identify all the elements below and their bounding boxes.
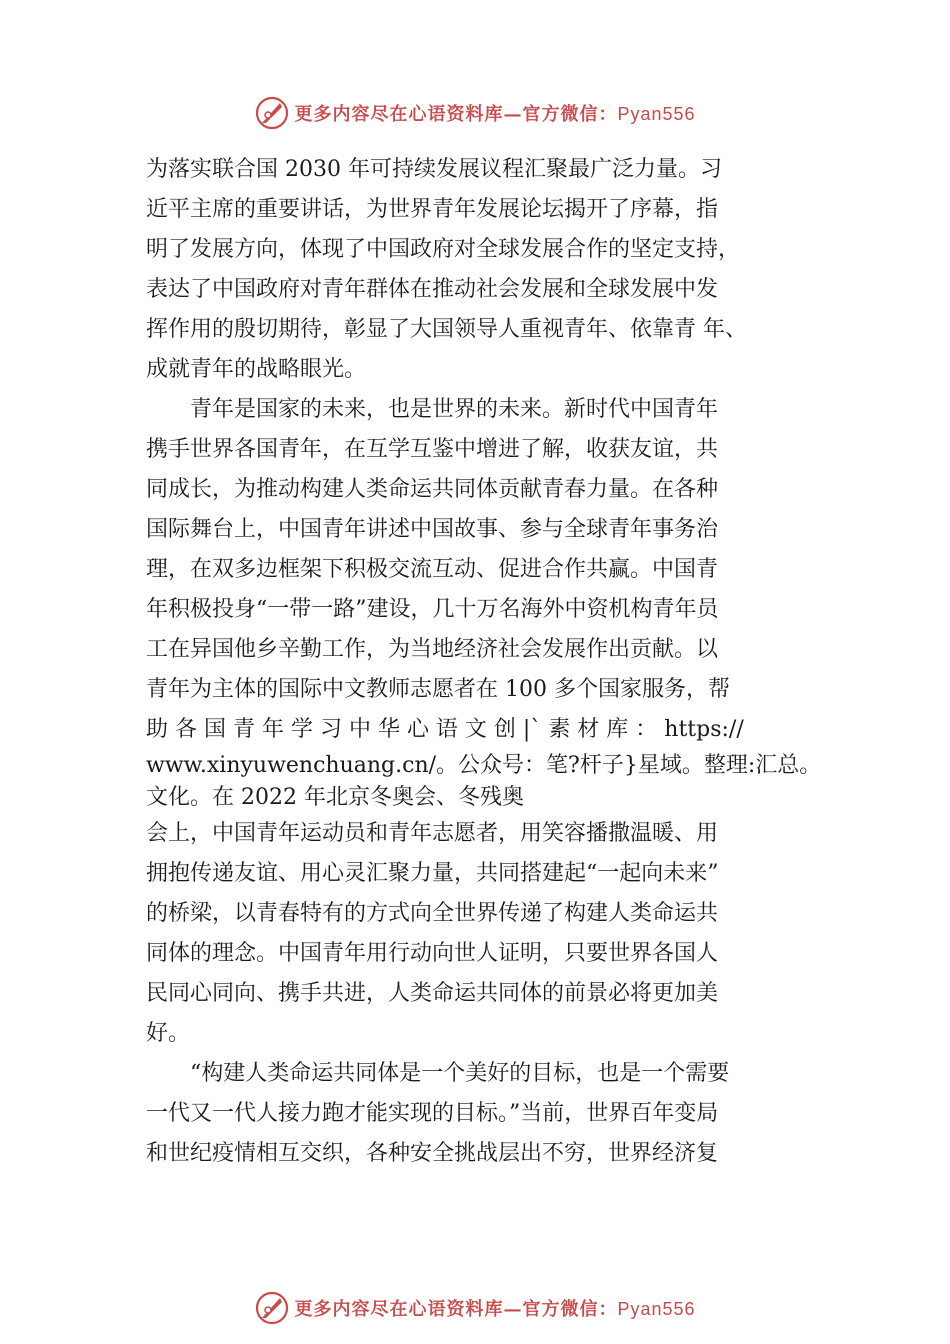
quill-logo-icon: [254, 95, 290, 131]
body-line: 文化。在 2022 年北京冬奥会、冬残奥: [146, 785, 524, 810]
footer-wechat-id: Pyan556: [617, 1299, 696, 1319]
body-line: 会上，中国青年运动员和青年志愿者，用笑容播撒温暖、用: [146, 821, 719, 846]
document-body: [146, 150, 846, 1174]
body-line: 携手世界各国青年，在互学互鉴中增进了解，收获友谊，共: [146, 437, 719, 462]
body-line: 的桥梁，以青春特有的方式向全世界传递了构建人类命运共: [146, 901, 719, 926]
body-line: www.xinyuwenchuang.cn/。公众号：笔?杆子}星域。整理:汇总。: [146, 753, 822, 778]
body-line: 和世纪疫情相互交织，各种安全挑战层出不穷，世界经济复: [146, 1141, 719, 1166]
body-line: 理，在双多边框架下积极交流互动、促进合作共赢。中国青: [146, 557, 719, 582]
body-line: 助 各 国 青 年 学 习 中 华 心 语 文 创 |` 素 材 库 ： https://: [146, 717, 744, 742]
body-line: 一代又一代人接力跑才能实现的目标。”当前，世界百年变局: [146, 1101, 719, 1126]
body-line: 成就青年的战略眼光。: [146, 357, 367, 382]
body-line: 同体的理念。中国青年用行动向世人证明，只要世界各国人: [146, 941, 719, 966]
body-line: 工在异国他乡辛勤工作，为当地经济社会发展作出贡献。以: [146, 637, 719, 662]
body-line: 挥作用的殷切期待，彰显了大国领导人重视青年、依靠青 年、: [146, 317, 747, 342]
header-banner-label: 更多内容尽在心语资料库—官方微信：: [294, 104, 618, 125]
body-line: 青年为主体的国际中文教师志愿者在 100 多个国家服务，帮: [146, 677, 730, 702]
quill-logo-icon: [254, 1290, 290, 1326]
body-line: 同成长，为推动构建人类命运共同体贡献青春力量。在各种: [146, 477, 719, 502]
header-wechat-id: Pyan556: [617, 104, 696, 124]
body-line: 明了发展方向，体现了中国政府对全球发展合作的坚定支持，: [146, 237, 741, 262]
body-line: 青年是国家的未来，也是世界的未来。新时代中国青年: [190, 397, 719, 422]
body-line: 表达了中国政府对青年群体在推动社会发展和全球发展中发: [146, 277, 719, 302]
footer-banner: [0, 1288, 950, 1328]
footer-banner-text: [294, 1295, 695, 1321]
body-line: 年积极投身“一带一路”建设，几十万名海外中资机构青年员: [146, 597, 719, 622]
header-banner: [0, 93, 950, 133]
body-line: 为落实联合国 2030 年可持续发展议程汇聚最广泛力量。习: [146, 157, 722, 182]
header-banner-text: [294, 100, 695, 126]
body-line: 国际舞台上，中国青年讲述中国故事、参与全球青年事务治: [146, 517, 719, 542]
body-line: 拥抱传递友谊、用心灵汇聚力量，共同搭建起“一起向未来”: [146, 861, 719, 886]
footer-banner-label: 更多内容尽在心语资料库—官方微信：: [294, 1299, 618, 1320]
body-line: “构建人类命运共同体是一个美好的目标，也是一个需要: [190, 1061, 730, 1086]
body-line: 近平主席的重要讲话，为世界青年发展论坛揭开了序幕，指: [146, 197, 719, 222]
body-line: 好。: [146, 1021, 191, 1046]
body-line: 民同心同向、携手共进，人类命运共同体的前景必将更加美: [146, 981, 719, 1006]
